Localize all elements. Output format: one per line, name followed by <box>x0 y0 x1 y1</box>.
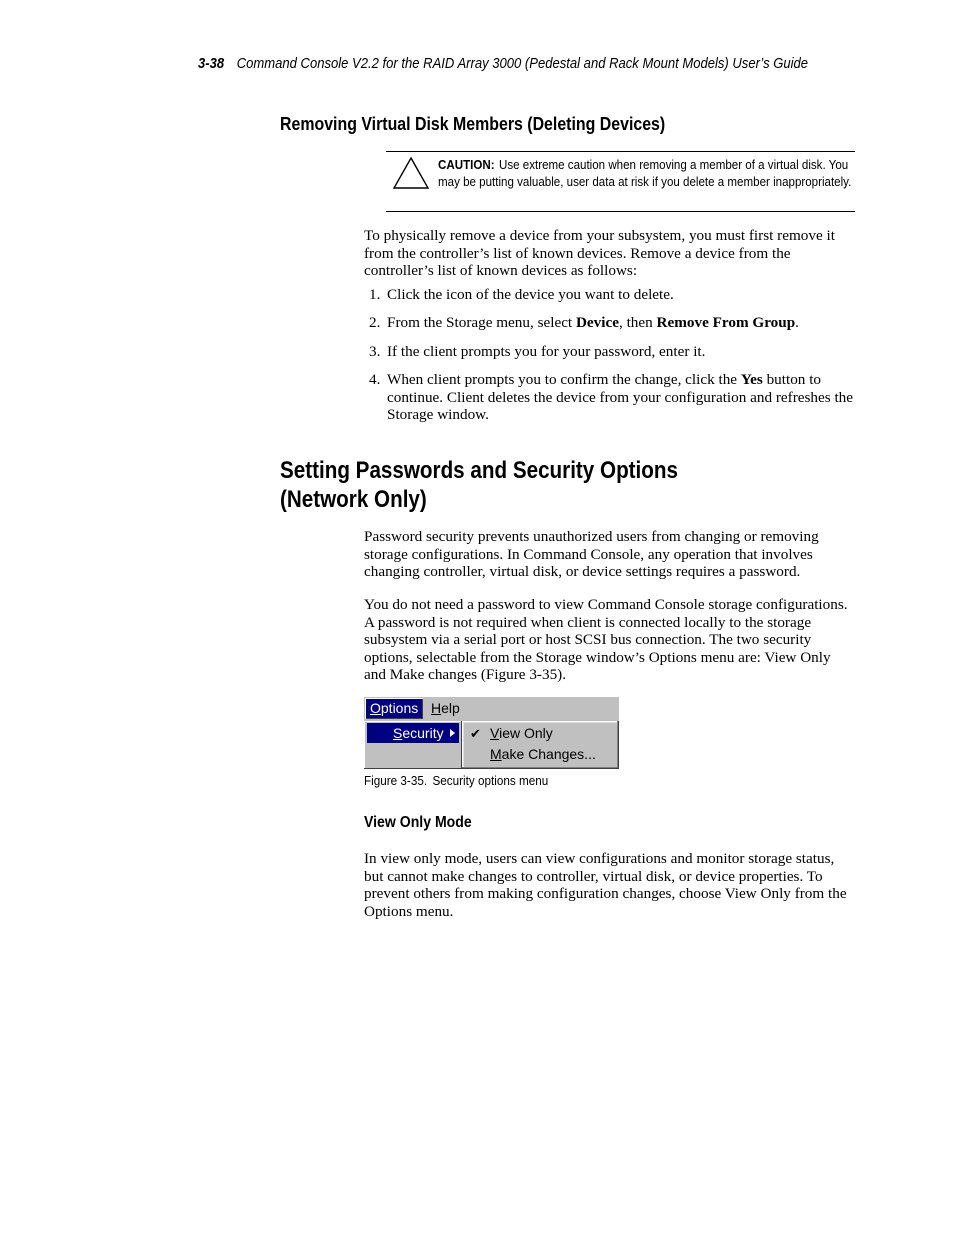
page-number: 3-38 <box>198 56 225 72</box>
security-options-menu-figure <box>364 697 619 769</box>
caution-text: Use extreme caution when removing a member of a virtual disk. You may be putting valuable, user data at risk if you delete a member inappropriately. <box>438 157 852 189</box>
heading-line-1: Setting Passwords and Security Options <box>280 457 678 484</box>
menu-help[interactable]: Help <box>431 700 460 716</box>
menu-options[interactable]: Options <box>365 698 423 719</box>
list-item <box>364 286 854 304</box>
step-text: When client prompts you to confirm the change, click the <box>387 371 741 389</box>
removing-intro <box>364 227 854 280</box>
figure-caption-text: Security options menu <box>432 773 549 788</box>
menu-item-view-only[interactable]: View Only <box>490 725 553 741</box>
step-text: From the Storage menu, select <box>387 314 576 332</box>
list-item <box>364 314 854 332</box>
step-text: Click the icon of the device you want to delete. <box>387 286 674 303</box>
options-dropdown <box>364 721 462 769</box>
security-para-2 <box>364 596 854 684</box>
list-item <box>364 371 854 424</box>
running-header <box>198 56 808 72</box>
caution-triangle-icon <box>392 156 430 190</box>
caution-note <box>438 156 856 190</box>
step-bold-yes: Yes <box>740 371 763 389</box>
step-number: 4. <box>369 371 381 389</box>
step-bold-remove-from-group: Remove From Group <box>656 314 796 332</box>
menu-bar <box>364 697 619 722</box>
steps-list <box>364 286 854 435</box>
removing-intro-text: To physically remove a device from your subsystem, you must first remove it from the controller’s list of known devices. Remove a device from the controller’s list of known devices as follows: <box>364 227 835 280</box>
section-heading-removing: Removing Virtual Disk Members (Deleting Devices) <box>280 113 666 134</box>
security-para-1 <box>364 528 854 581</box>
step-text: button to continue. Client deletes the device from your configuration and refreshes the Storage window. <box>387 371 854 424</box>
security-submenu <box>462 721 619 769</box>
header-title: Command Console V2.2 for the RAID Array 3000 (Pedestal and Rack Mount Models) User’s Guide <box>236 56 809 72</box>
view-only-para-text: In view only mode, users can view configurations and monitor storage status, but cannot make changes to controller, virtual disk, or device properties. To prevent others from making configuration changes, choose View Only from the Options menu. <box>364 850 847 920</box>
step-number: 1. <box>369 286 381 303</box>
menu-item-make-changes[interactable]: Make Changes... <box>490 746 596 762</box>
section-heading-security <box>280 456 678 514</box>
step-text: If the client prompts you for your password, enter it. <box>387 342 706 360</box>
security-para-1-text: Password security prevents unauthorized users from changing or removing storage configurations. In Command Console, any operation that involves changing controller, virtual disk, or device settings requires a password. <box>364 528 819 581</box>
step-text: . <box>795 314 799 332</box>
view-only-para <box>364 850 854 920</box>
menu-item-security[interactable]: Security <box>367 723 459 743</box>
list-item <box>364 343 854 361</box>
figure-label: Figure 3-35. <box>364 773 428 788</box>
step-bold-device: Device <box>575 314 619 332</box>
heading-line-2: (Network Only) <box>280 486 427 513</box>
step-text: , then <box>618 314 657 332</box>
security-para-2-text: You do not need a password to view Command Console storage configurations. A password is not required when client is connected locally to the storage subsystem via a serial port or host SCSI bus connection. The two security options, selectable from the Storage window’s Options menu are: View Only and Make changes (Figure 3-35). <box>364 596 848 684</box>
caution-label: CAUTION: <box>438 157 495 172</box>
section-heading-view-only: View Only Mode <box>364 814 472 831</box>
figure-caption <box>364 773 548 788</box>
submenu-arrow-icon <box>450 729 455 737</box>
step-number: 3. <box>369 342 381 360</box>
step-number: 2. <box>369 314 381 332</box>
checkmark-icon: ✔ <box>470 726 481 741</box>
